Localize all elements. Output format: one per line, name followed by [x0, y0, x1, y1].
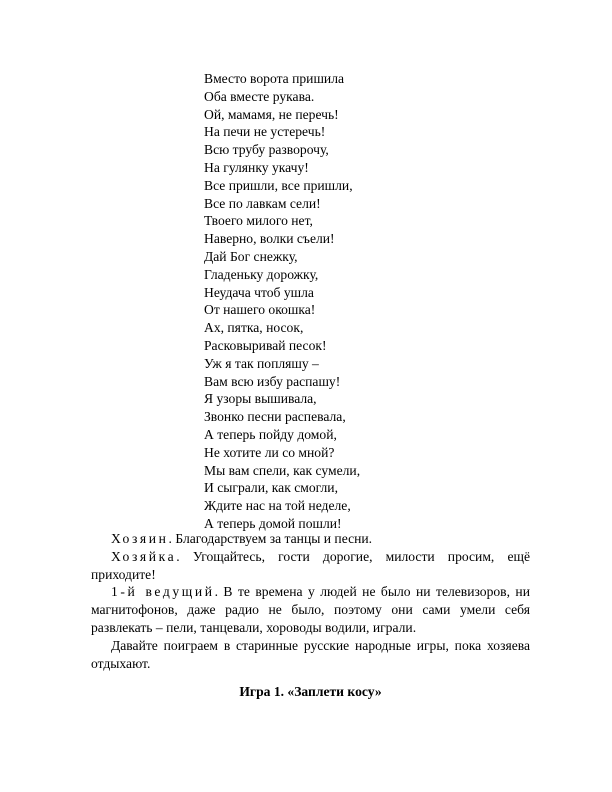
poem-line: А теперь домой пошли!	[204, 515, 342, 531]
poem-line: Мы вам спели, как сумели,	[204, 462, 361, 478]
poem-line: Гладеньку дорожку,	[204, 266, 319, 282]
paragraph-text: Давайте поиграем в старинные русские народные игры, пока хозяева отдыхают.	[91, 637, 530, 671]
poem-line: Ах, пятка, носок,	[204, 320, 304, 336]
poem-line: Вместо ворота пришила	[204, 71, 345, 86]
poem-line: И сыграли, как смогли,	[204, 480, 338, 496]
poem-line: Наверно, волки съели!	[204, 231, 335, 247]
speaker-name: Хозяйка	[111, 548, 177, 564]
section-heading: Игра 1. «Заплети косу»	[239, 684, 382, 699]
poem-line: Все пришли, все пришли,	[204, 177, 353, 193]
poem-line: Оба вместе рукава.	[204, 88, 315, 104]
poem-line: Твоего милого нет,	[204, 213, 313, 229]
poem-line: На печи не устеречь!	[204, 124, 326, 140]
paragraph-presenter	[91, 583, 530, 636]
dialogue-text	[91, 530, 530, 672]
poem-line: А теперь пойду домой,	[204, 426, 337, 442]
poem-line: Дай Бог снежку,	[204, 248, 298, 264]
poem	[204, 70, 360, 533]
paragraph-text: . Благодарствуем за танцы и песни.	[168, 531, 373, 546]
paragraph-text: . В те времена у людей не было ни телевизоров, ни магнитофонов, даже радио не было, поэтому они сами умели себя развлекать – пели, танцевали, хороводы водили, играли.	[91, 584, 530, 635]
poem-line: Уж я так попляшу –	[204, 355, 319, 371]
paragraph-invitation	[91, 637, 530, 673]
poem-line: На гулянку укачу!	[204, 159, 309, 175]
poem-line: Я узоры вышивала,	[204, 391, 317, 407]
poem-line: Неудача чтоб ушла	[204, 284, 314, 300]
poem-line: Ой, мамамя, не перечь!	[204, 106, 339, 122]
poem-line: Расковыривай песок!	[204, 337, 327, 353]
speaker-name: 1-й ведущий	[111, 584, 215, 600]
poem-line: Всю трубу разворочу,	[204, 142, 329, 158]
speaker-name: Хозяин	[111, 531, 169, 546]
poem-line: Не хотите ли со мной?	[204, 444, 335, 460]
paragraph-hostess	[91, 548, 530, 584]
poem-line: Звонко песни распевала,	[204, 409, 346, 425]
poem-line: Ждите нас на той неделе,	[204, 498, 351, 514]
poem-line: Все по лавкам сели!	[204, 195, 321, 211]
paragraph-text: . Угощайтесь, гости дорогие, милости просим, ещё приходите!	[91, 548, 530, 582]
paragraph-host	[91, 530, 530, 548]
poem-line: От нашего окошка!	[204, 302, 316, 318]
poem-line: Вам всю избу распашу!	[204, 373, 341, 389]
